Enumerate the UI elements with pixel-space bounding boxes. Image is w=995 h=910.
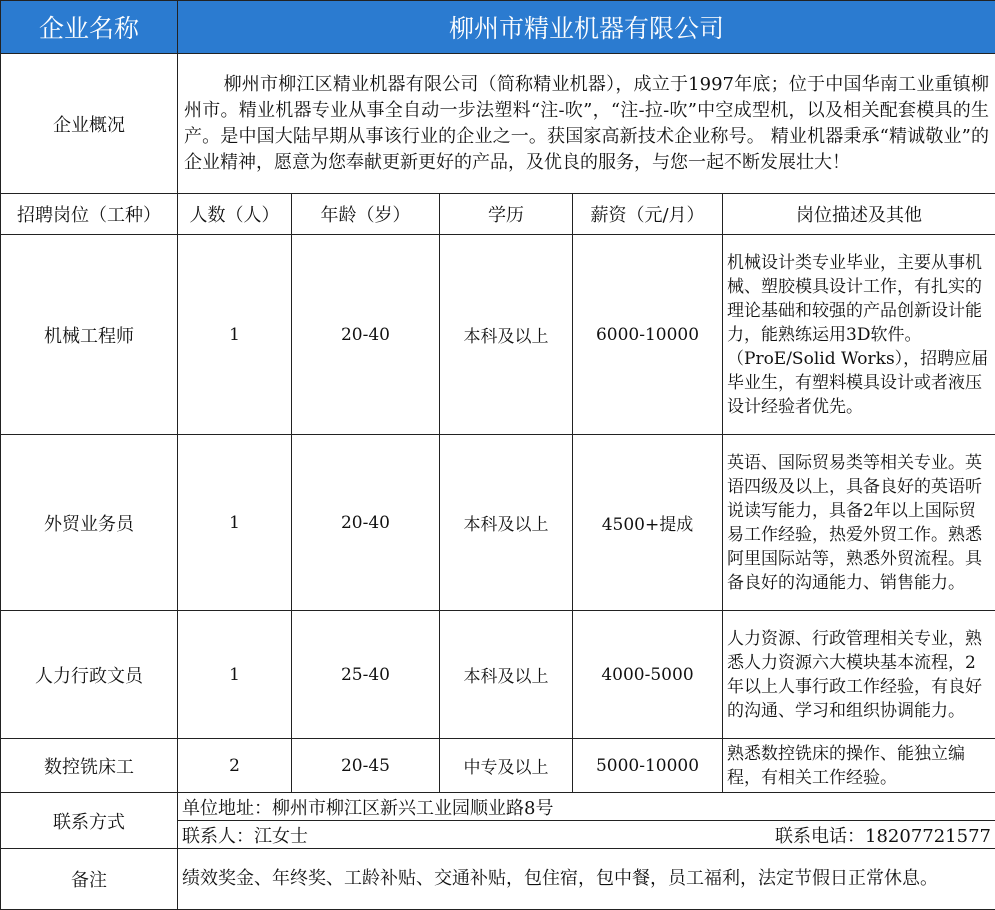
job-education: 本科及以上 [440,435,573,611]
company-name-label: 企业名称 [1,1,178,54]
job-age: 25-40 [292,611,440,739]
column-header-count: 人数（人） [178,194,292,235]
contact-address: 单位地址：柳州市柳江区新兴工业园顺业路8号 [178,793,995,821]
table-row [1,235,995,435]
company-name: 柳州市精业机器有限公司 [178,1,995,54]
remarks-label: 备注 [1,849,178,910]
overview-row [1,54,995,194]
job-count: 1 [178,611,292,739]
header-row [1,1,995,54]
contact-person: 联系人：江女士 [182,825,308,847]
job-title: 外贸业务员 [1,435,178,611]
job-salary: 4000-5000 [573,611,723,739]
overview-text: 柳州市柳江区精业机器有限公司（简称精业机器），成立于1997年底；位于中国华南工业重镇柳州市。精业机器专业从事全自动一步法塑料“注-吹”，“注-拉-吹”中空成型机，以及相关配套模具的生产。是中国大陆早期从事该行业的企业之一。获国家高新技术企业称号。 精业机器秉承“精诚敬业”的企业精神，愿意为您奉献更新更好的产品，及优良的服务，与您一起不断发展壮大！ [178,54,995,194]
column-header-age: 年龄（岁） [292,194,440,235]
contact-address-row [1,793,995,821]
column-header-row [1,194,995,235]
table-row [1,611,995,739]
contact-label: 联系方式 [1,793,178,849]
job-education: 本科及以上 [440,611,573,739]
job-salary: 4500+提成 [573,435,723,611]
table-row [1,739,995,793]
remarks-text: 绩效奖金、年终奖、工龄补贴、交通补贴，包住宿，包中餐，员工福利，法定节假日正常休息。 [178,849,995,910]
job-age: 20-45 [292,739,440,793]
job-education: 本科及以上 [440,235,573,435]
job-description: 熟悉数控铣床的操作、能独立编程，有相关工作经验。 [723,739,995,793]
job-age: 20-40 [292,235,440,435]
job-age: 20-40 [292,435,440,611]
job-title: 机械工程师 [1,235,178,435]
job-count: 2 [178,739,292,793]
contact-phone: 联系电话：18207721577 [775,825,991,847]
job-title: 人力行政文员 [1,611,178,739]
column-header-salary: 薪资（元/月） [573,194,723,235]
job-title: 数控铣床工 [1,739,178,793]
job-description: 机械设计类专业毕业，主要从事机械、塑胶模具设计工作，有扎实的理论基础和较强的产品创新设计能力，能熟练运用3D软件。（ProE/Solid Works），招聘应届毕业生，有塑料模具设计或者液压设计经验者优先。 [723,235,995,435]
job-description: 人力资源、行政管理相关专业，熟悉人力资源六大模块基本流程，2年以上人事行政工作经验，有良好的沟通、学习和组织协调能力。 [723,611,995,739]
column-header-description: 岗位描述及其他 [723,194,995,235]
table-row [1,435,995,611]
job-count: 1 [178,435,292,611]
job-education: 中专及以上 [440,739,573,793]
remarks-row [1,849,995,910]
overview-label: 企业概况 [1,54,178,194]
job-salary: 5000-10000 [573,739,723,793]
job-count: 1 [178,235,292,435]
job-salary: 6000-10000 [573,235,723,435]
job-description: 英语、国际贸易类等相关专业。英语四级及以上，具备良好的英语听说读写能力，具备2年以上国际贸易工作经验，热爱外贸工作。熟悉阿里国际站等，熟悉外贸流程。具备良好的沟通能力、销售能力。 [723,435,995,611]
column-header-education: 学历 [440,194,573,235]
column-header-position: 招聘岗位（工种） [1,194,178,235]
